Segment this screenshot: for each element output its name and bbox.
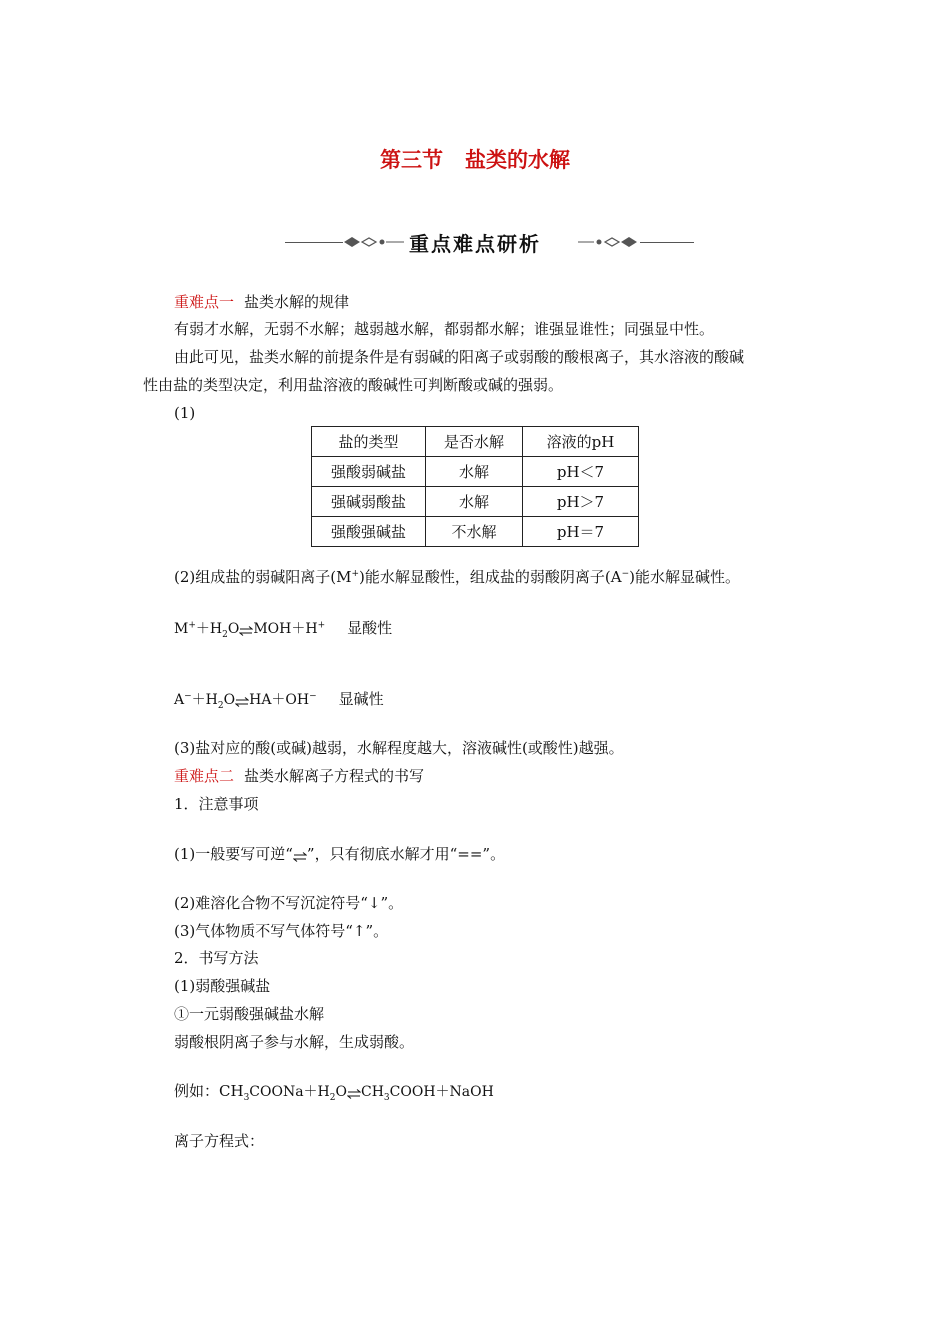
equation-basic: $A^-+H_2O$ HA＋OH− 显碱性	[174, 690, 384, 711]
point1-explain-line1: 由此可见，盐类水解的前提条件是有弱碱的阳离子或弱酸的酸根离子，其水溶液的酸碱	[174, 348, 745, 366]
table-header-cell: 溶液的pH	[523, 427, 639, 457]
divider-right	[640, 242, 694, 243]
point2-method1: (1)弱酸强碱盐	[174, 977, 271, 995]
point2-section1: 1．注意事项	[174, 795, 259, 813]
salt-hydrolysis-table	[311, 426, 639, 547]
table-cell: pH＜7	[523, 457, 639, 487]
point2-section2: 2．书写方法	[174, 949, 259, 967]
reversible-arrow-icon	[239, 626, 253, 636]
ionic-equation-label: 离子方程式：	[174, 1132, 265, 1150]
table-row	[312, 457, 639, 487]
equation-acidic: $M^++H_2O$ MOH＋H+ 显酸性	[174, 619, 393, 640]
point1-item1-label: (1)	[174, 404, 196, 422]
example-equation: 例如：$CH_3COONa+H_2O$ $CH_3COOH+NaOH$	[174, 1082, 494, 1103]
point1-explain-line2: 性由盐的类型决定，利用盐溶液的酸碱性可判断酸或碱的强弱。	[143, 376, 564, 394]
point2-note3: (3)气体物质不写气体符号“↑”。	[174, 922, 389, 940]
table-cell: pH＞7	[523, 487, 639, 517]
table-cell: 强碱弱酸盐	[312, 487, 426, 517]
table-cell: 水解	[426, 487, 523, 517]
table-header-cell: 是否水解	[426, 427, 523, 457]
point2-method1b: 弱酸根阴离子参与水解，生成弱酸。	[174, 1033, 415, 1051]
table-cell: 强酸强碱盐	[312, 517, 426, 547]
point2-note1: (1)一般要写可逆“ ”，只有彻底水解才用“==”。	[174, 845, 506, 863]
table-cell: 水解	[426, 457, 523, 487]
point2-note2: (2)难溶化合物不写沉淀符号“↓”。	[174, 894, 404, 912]
reversible-arrow-icon	[293, 852, 307, 862]
point2-method1a: ①一元弱酸强碱盐水解	[174, 1005, 325, 1023]
page-title: 第三节 盐类的水解	[380, 148, 570, 172]
table-cell: 强酸弱碱盐	[312, 457, 426, 487]
table-header-cell: 盐的类型	[312, 427, 426, 457]
reversible-arrow-icon	[347, 1089, 361, 1099]
point1-rule: 有弱才水解，无弱不水解；越弱越水解，都弱都水解；谁强显谁性；同强显中性。	[174, 320, 715, 338]
point2-heading: 重难点二 盐类水解离子方程式的书写	[174, 767, 425, 785]
table-cell: 不水解	[426, 517, 523, 547]
point1-heading: 重难点一 盐类水解的规律	[174, 293, 350, 311]
table-row	[312, 487, 639, 517]
reversible-arrow-icon	[235, 697, 249, 707]
section-banner	[0, 228, 950, 258]
point1-item3: (3)盐对应的酸(或碱)越弱，水解程度越大，溶液碱性(或酸性)越强。	[174, 739, 624, 757]
ornament-right-icon	[578, 234, 640, 250]
table-cell: pH＝7	[523, 517, 639, 547]
table-header-row	[312, 427, 639, 457]
point1-item2: (2)组成盐的弱碱阳离子(M+)能水解显酸性，组成盐的弱酸阴离子(A−)能水解显碱性。	[174, 568, 740, 586]
banner-title: 重点难点研析	[409, 232, 541, 256]
table-row	[312, 517, 639, 547]
